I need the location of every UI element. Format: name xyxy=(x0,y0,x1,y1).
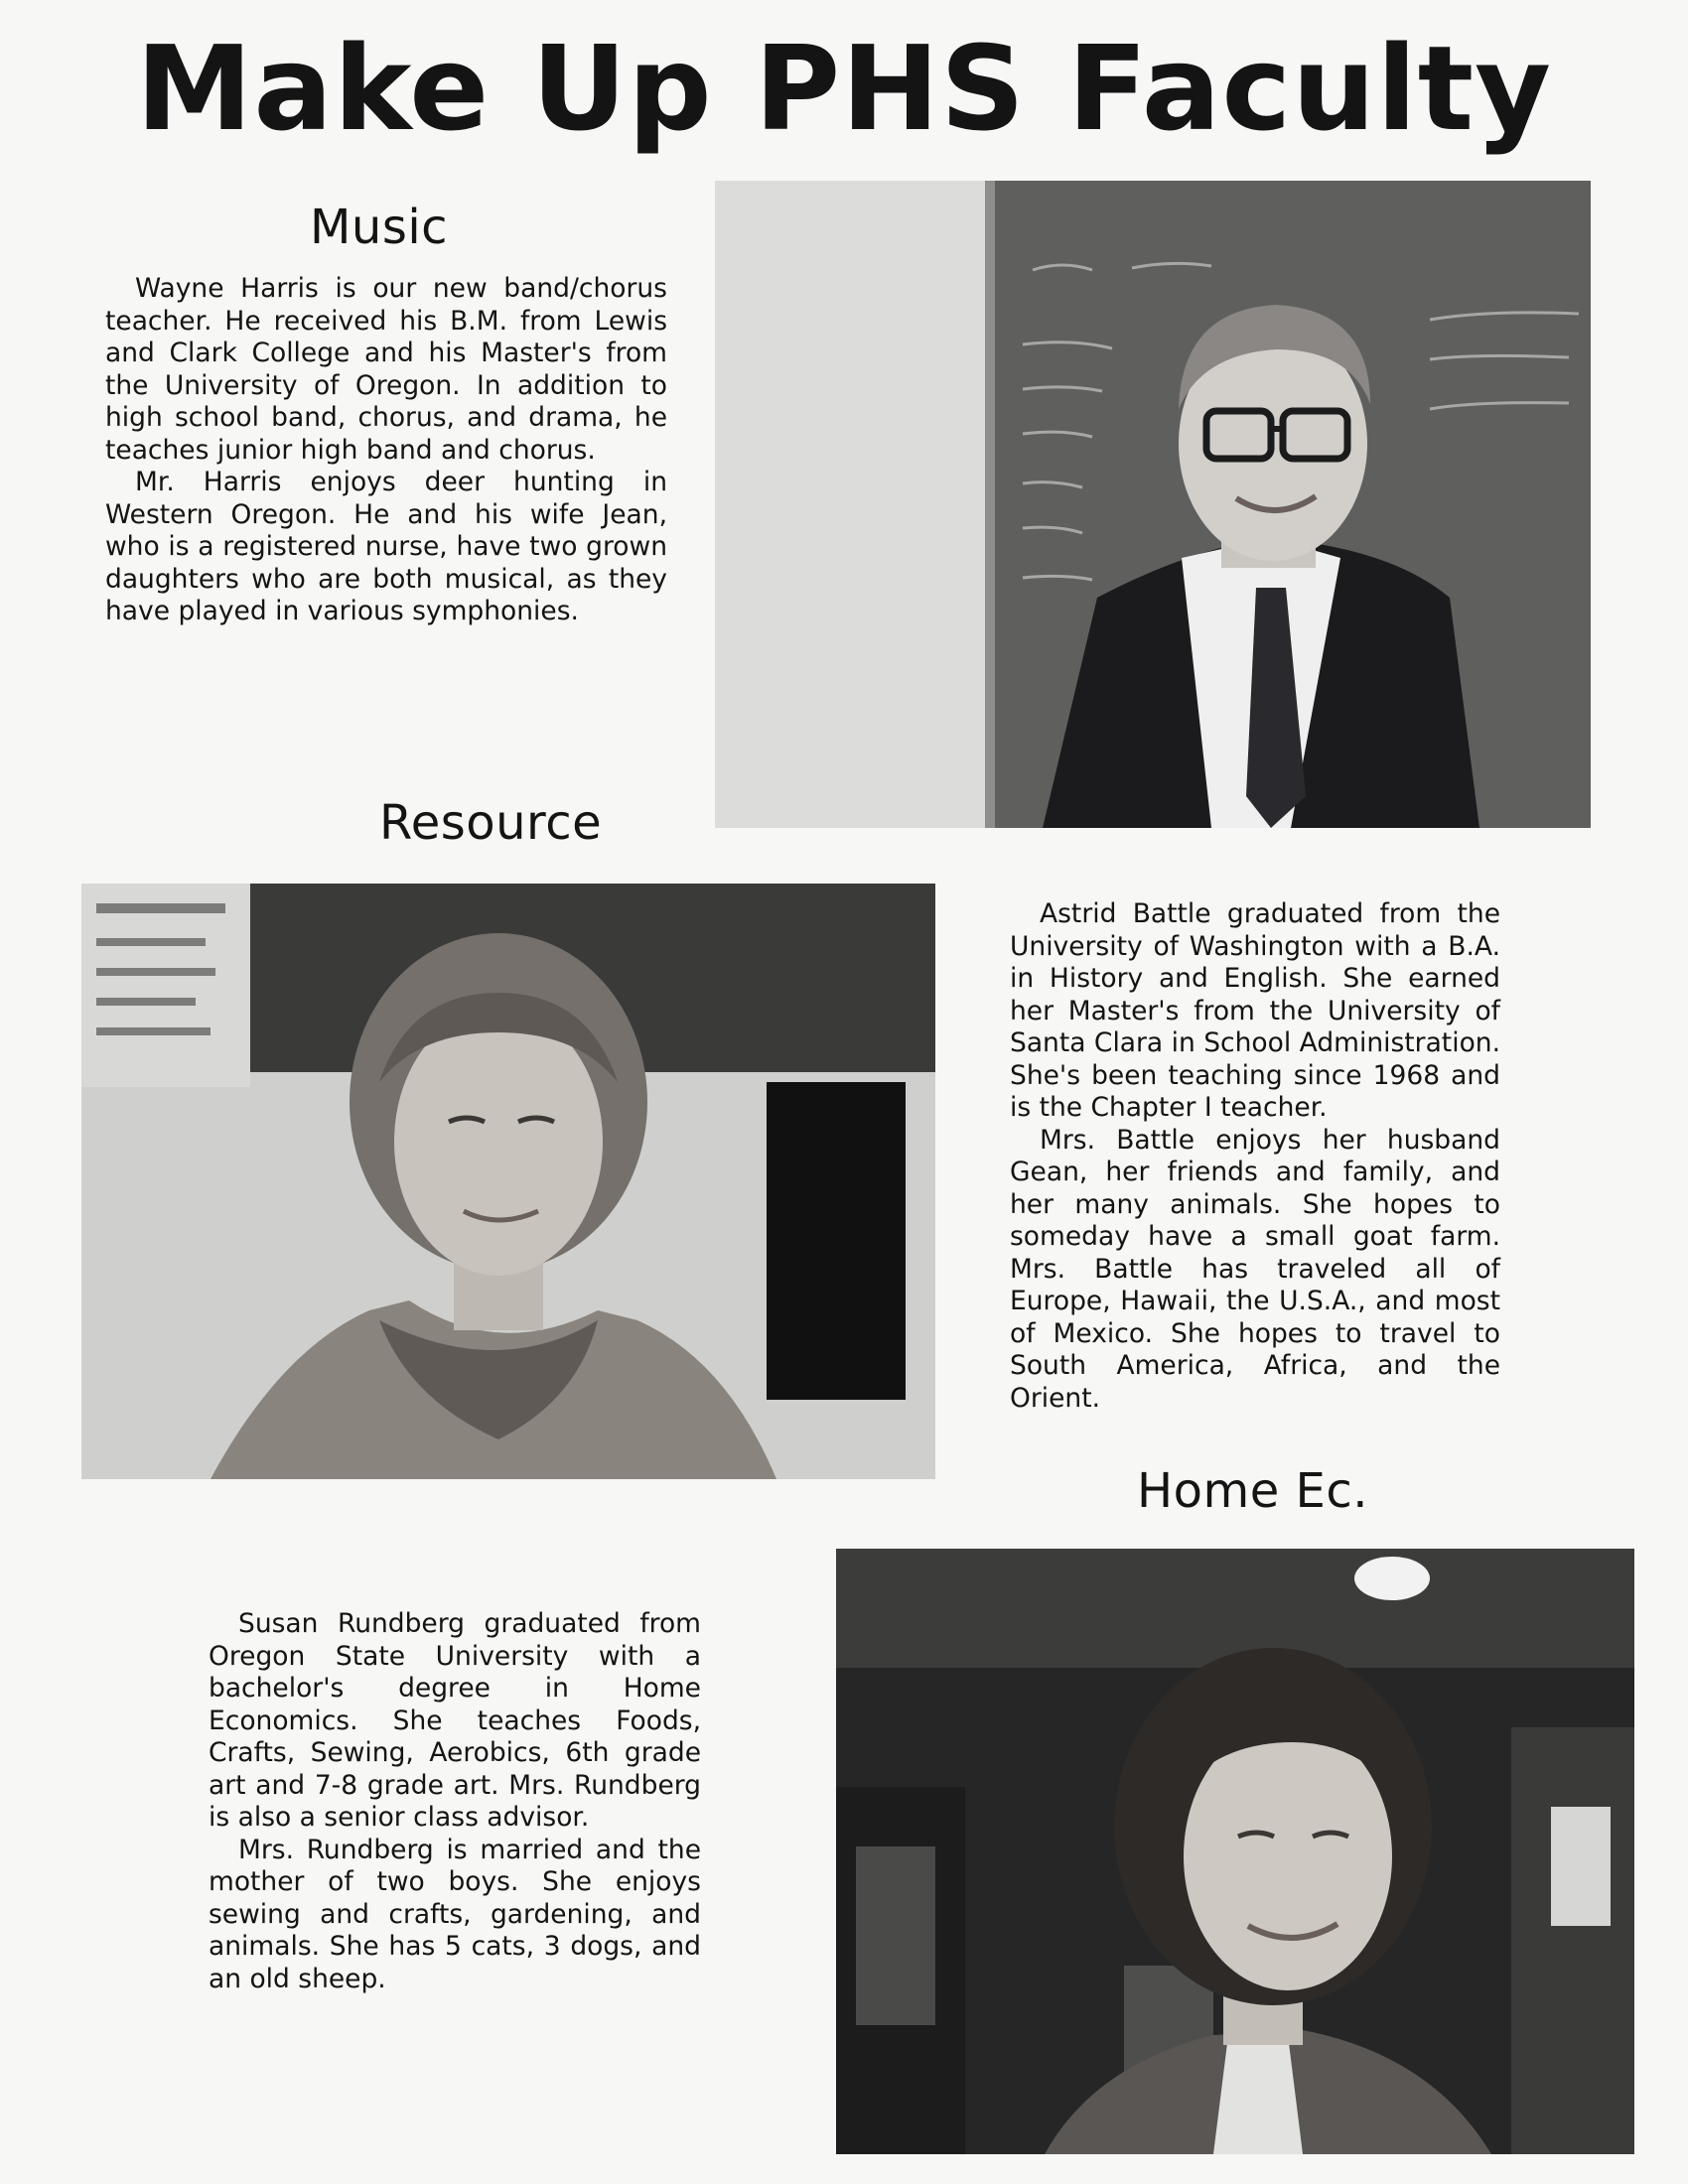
resource-text xyxy=(1010,898,1500,1415)
music-teacher-photo xyxy=(715,181,1591,828)
music-heading: Music xyxy=(310,200,449,255)
page-title: Make Up PHS Faculty xyxy=(135,20,1553,157)
music-text xyxy=(105,273,667,628)
home-ec-text xyxy=(209,1608,701,1995)
home-ec-paragraph-1: Susan Rundberg graduated from Oregon State University with a bachelor's degree in Home Economics. She teaches Foods, Crafts, Sewing, Aerobics, 6th grade art and 7-8 grade art. Mrs. Rundberg is also a senior class advisor. xyxy=(209,1608,701,1833)
home-ec-paragraph-2: Mrs. Rundberg is married and the mother of two boys. She enjoys sewing and crafts, gardening, and animals. She has 5 cats, 3 dogs, and an old sheep. xyxy=(209,1834,701,1994)
home-ec-heading: Home Ec. xyxy=(1137,1463,1368,1519)
music-paragraph-1: Wayne Harris is our new band/chorus teacher. He received his B.M. from Lewis and Clark College and his Master's from the University of Oregon. In addition to high school band, chorus, and drama, he teaches junior high band and chorus. xyxy=(105,273,667,466)
resource-teacher-photo xyxy=(81,884,935,1479)
resource-paragraph-2: Mrs. Battle enjoys her husband Gean, her friends and family, and her many animals. She hopes to someday have a small goat farm. Mrs. Battle has traveled all of Europe, Hawaii, the U.S.A., and most of Mexico. She hopes to travel to South America, Africa, and the Orient. xyxy=(1010,1124,1500,1414)
music-paragraph-2: Mr. Harris enjoys deer hunting in Western Oregon. He and his wife Jean, who is a registered nurse, have two grown daughters who are both musical, as they have played in various symphonies. xyxy=(105,467,667,626)
resource-paragraph-1: Astrid Battle graduated from the University of Washington with a B.A. in History and English. She earned her Master's from the University of Santa Clara in School Administration. She's been teaching since 1968 and is the Chapter I teacher. xyxy=(1010,898,1500,1123)
home-ec-teacher-photo xyxy=(836,1549,1634,2154)
resource-heading: Resource xyxy=(379,795,603,851)
